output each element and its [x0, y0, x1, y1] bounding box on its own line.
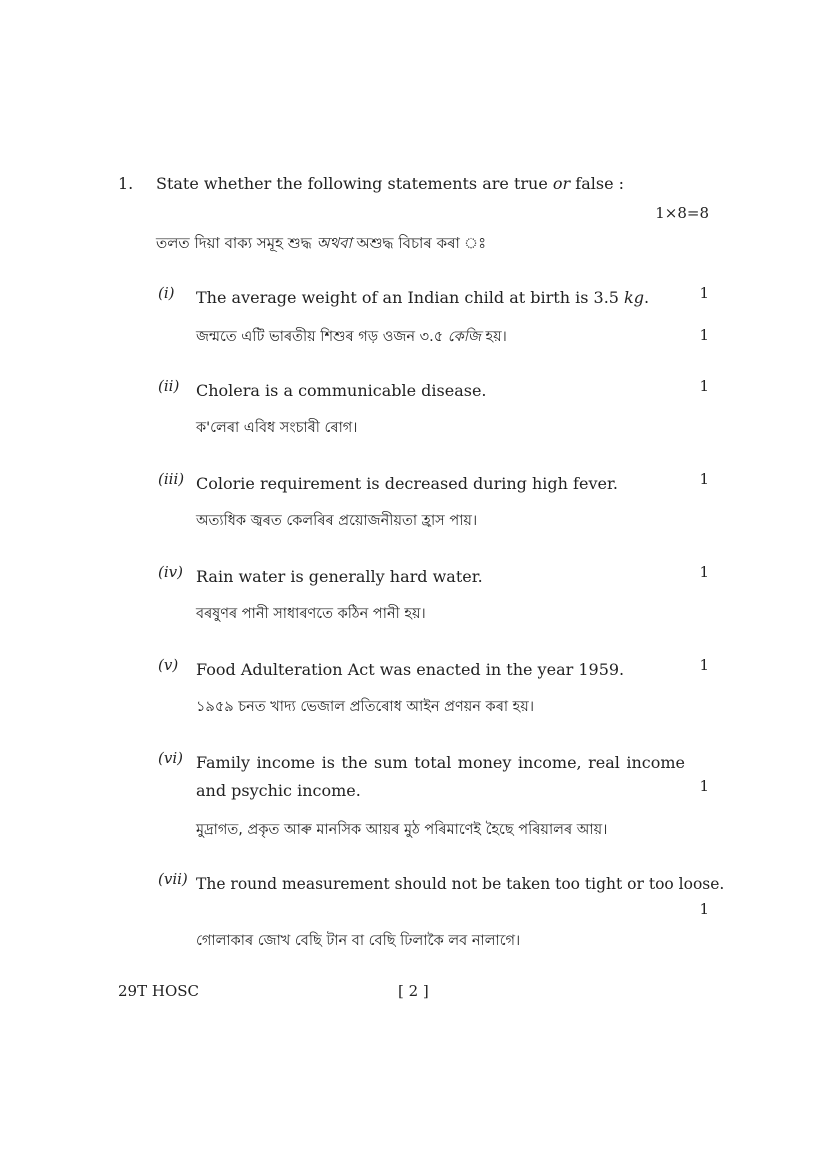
statement-english: Rain water is generally hard water.	[196, 567, 483, 586]
statement-assamese-unit: কেজি	[447, 329, 481, 345]
statement-mark: 1	[699, 377, 709, 395]
question-number: 1.	[118, 174, 134, 193]
statement-number: (vii)	[158, 870, 188, 888]
question-assamese-or: অথবা	[316, 234, 352, 252]
question-assamese-after: অশুদ্ধ বিচাৰ কৰা ঃ	[351, 234, 487, 252]
statement-assamese-before: জন্মতে এটি ভাৰতীয় শিশুৰ গড় ওজন ৩.৫	[196, 329, 448, 345]
statement-english-after: .	[643, 288, 650, 307]
statement-mark: 1	[699, 563, 709, 581]
statement-assamese: অত্যধিক জ্বৰত কেলৰিৰ প্ৰয়োজনীয়তা হ্ৰাস পায়।	[196, 513, 478, 529]
statement-mark: 1	[699, 470, 709, 488]
statement-english: Colorie requirement is decreased during high fever.	[196, 474, 618, 493]
question-text	[156, 174, 624, 193]
statement-number: (vi)	[158, 749, 183, 767]
statement-assamese-after: হয়।	[480, 329, 507, 345]
question-text-after: false :	[570, 174, 625, 193]
statement-assamese: বৰষুণৰ পানী সাধাৰণতে কঠিন পানী হয়।	[196, 606, 426, 622]
statement-english: Food Adulteration Act was enacted in the year 1959.	[196, 660, 625, 679]
statement-number: (i)	[158, 284, 175, 302]
statement-assamese: ক'লেৰা এবিধ সংচাৰী ৰোগ।	[196, 420, 358, 436]
statement-english: Cholera is a communicable disease.	[196, 381, 487, 400]
statement-assamese: ১৯৫৯ চনত খাদ্য ভেজাল প্ৰতিৰোধ আইন প্ৰণয়ন কৰা হয়।	[196, 699, 535, 715]
statement-assamese	[196, 326, 507, 350]
statement-mark: 1	[699, 284, 709, 302]
statement-mark: 1	[699, 777, 709, 795]
statement-number: (iii)	[158, 470, 185, 488]
statement-number: (v)	[158, 656, 179, 674]
total-marks: 1×8=8	[655, 204, 709, 222]
statement-mark: 1	[699, 656, 709, 674]
question-assamese-before: তলত দিয়া বাক্য সমূহ শুদ্ধ	[156, 234, 317, 252]
statement-mark: 1	[699, 900, 709, 918]
statement-english-unit: kg	[624, 288, 644, 307]
statement-english: Family income is the sum total money income, real income and psychic income.	[196, 753, 685, 800]
page-number: [ 2 ]	[398, 982, 429, 1000]
statement-english	[196, 284, 709, 312]
statement-number: (ii)	[158, 377, 180, 395]
paper-code: 29T HOSC	[118, 982, 199, 1000]
statement-assamese: মুদ্ৰাগত, প্ৰকৃত আৰু মানসিক আয়ৰ মুঠ পৰিমাণেই হৈছে পৰিয়ালৰ আয়।	[196, 822, 608, 838]
statement-english: The round measurement should not be taken too tight or too loose.	[196, 875, 725, 893]
statement-assamese-mark: 1	[699, 326, 709, 344]
statement-english-before: The average weight of an Indian child at birth is 3.5	[196, 288, 625, 307]
question-text-or: or	[552, 174, 571, 193]
question-text-assamese	[156, 232, 486, 257]
question-text-before: State whether the following statements are true	[156, 174, 553, 193]
statement-number: (iv)	[158, 563, 183, 581]
statement-assamese: গোলাকাৰ জোখ বেছি টান বা বেছি ঢিলাকৈ লব নালাগে।	[196, 933, 521, 949]
